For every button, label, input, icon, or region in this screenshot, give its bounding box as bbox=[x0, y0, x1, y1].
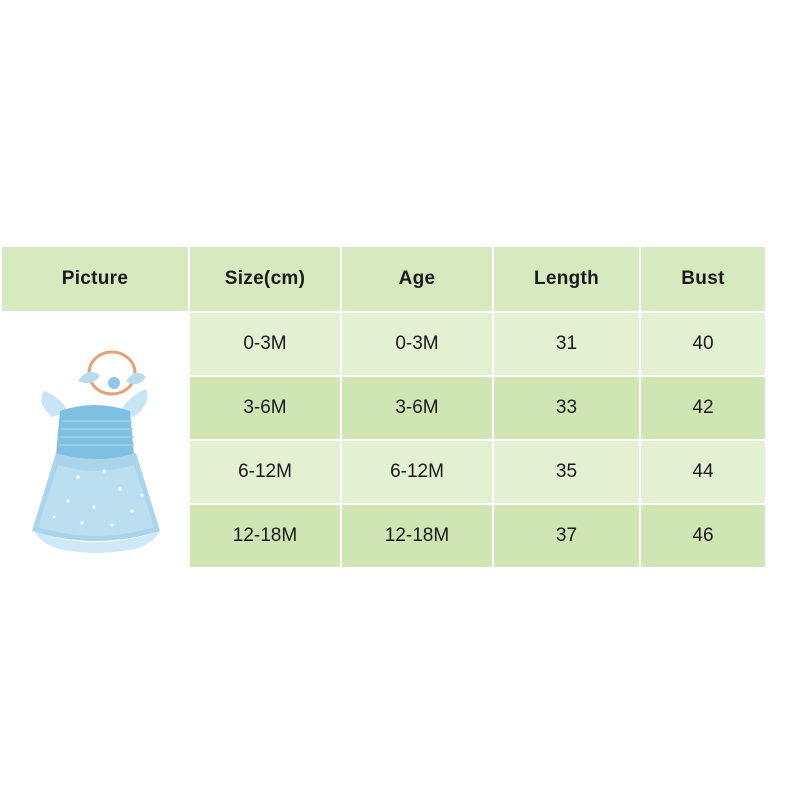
cell-age: 0-3M bbox=[341, 312, 493, 376]
cell-age: 12-18M bbox=[341, 504, 493, 568]
cell-length: 37 bbox=[493, 504, 640, 568]
cell-length: 35 bbox=[493, 440, 640, 504]
cell-size: 6-12M bbox=[189, 440, 341, 504]
cell-length: 31 bbox=[493, 312, 640, 376]
size-chart-block bbox=[0, 245, 765, 569]
cell-size: 12-18M bbox=[189, 504, 341, 568]
table-header bbox=[1, 246, 766, 312]
cell-bust: 42 bbox=[640, 376, 766, 440]
cell-bust: 44 bbox=[640, 440, 766, 504]
product-image-cell bbox=[1, 312, 189, 568]
size-table bbox=[0, 245, 767, 569]
cell-bust: 40 bbox=[640, 312, 766, 376]
table-body bbox=[1, 312, 766, 568]
cell-bust: 46 bbox=[640, 504, 766, 568]
cell-size: 0-3M bbox=[189, 312, 341, 376]
column-header-bust: Bust bbox=[640, 246, 766, 312]
column-header-picture: Picture bbox=[1, 246, 189, 312]
cell-size: 3-6M bbox=[189, 376, 341, 440]
column-header-length: Length bbox=[493, 246, 640, 312]
dress-illustration-icon bbox=[2, 320, 190, 560]
column-header-size: Size(cm) bbox=[189, 246, 341, 312]
column-header-age: Age bbox=[341, 246, 493, 312]
table-row bbox=[1, 312, 766, 376]
header-row bbox=[1, 246, 766, 312]
cell-age: 6-12M bbox=[341, 440, 493, 504]
cell-age: 3-6M bbox=[341, 376, 493, 440]
cell-length: 33 bbox=[493, 376, 640, 440]
